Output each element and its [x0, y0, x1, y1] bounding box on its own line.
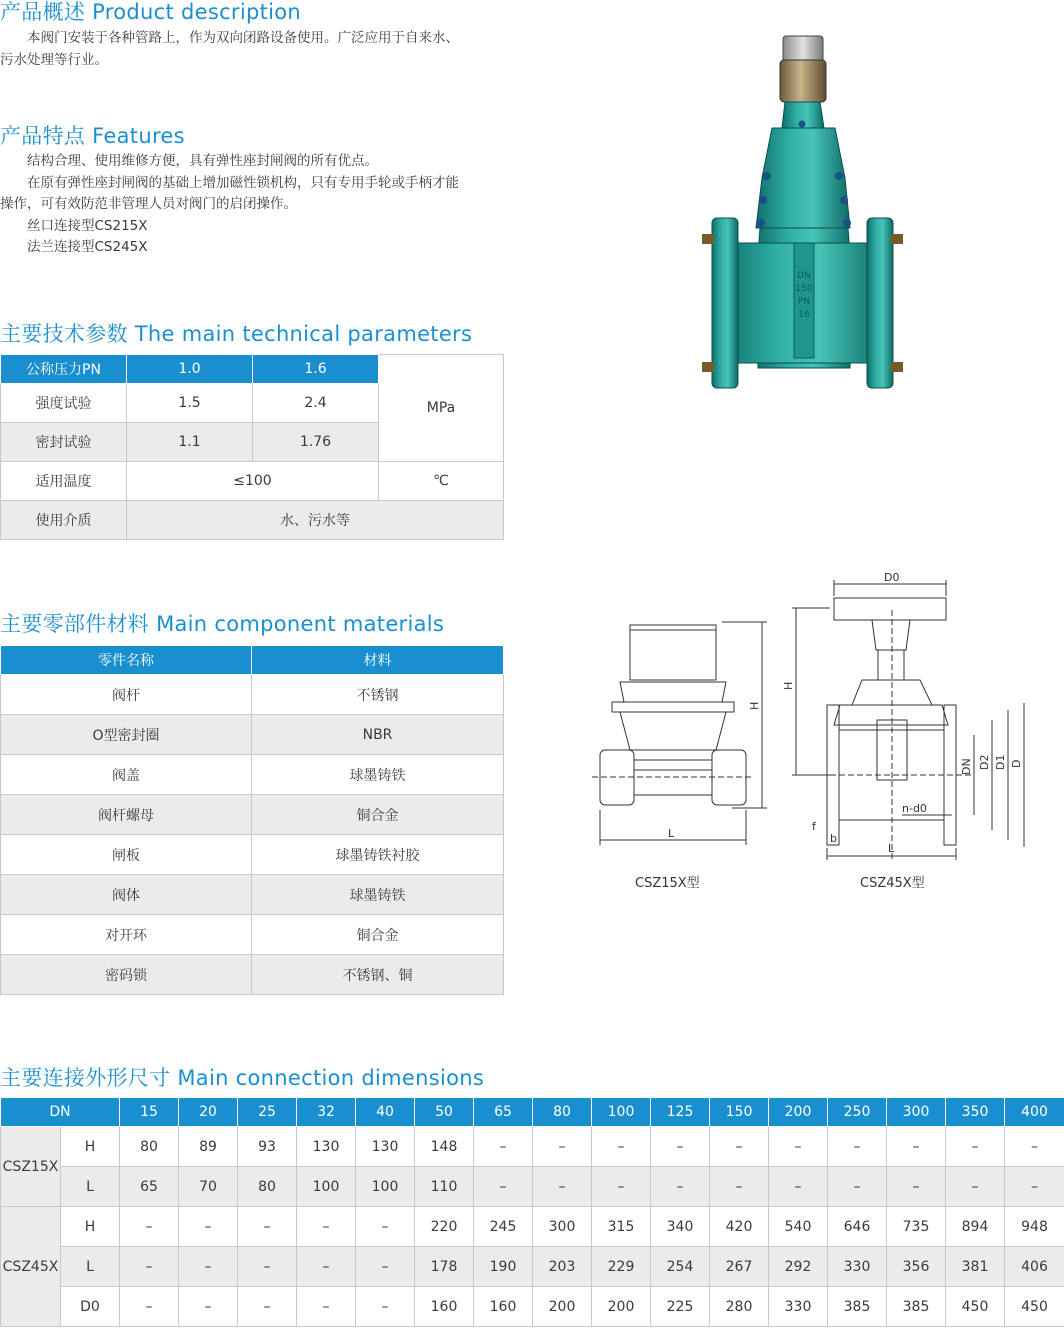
part-material: 铜合金	[252, 795, 504, 835]
strength-value: 2.4	[253, 384, 379, 423]
part-material: 铜合金	[252, 915, 504, 955]
dimension-value: 735	[887, 1207, 946, 1247]
dimension-value: –	[592, 1167, 651, 1207]
pn-value: 1.0	[127, 355, 253, 384]
dimension-value: 385	[828, 1287, 887, 1327]
dimension-value: 80	[120, 1127, 179, 1167]
dimension-value: –	[887, 1167, 946, 1207]
dimension-value: –	[238, 1247, 297, 1287]
part-name: 对开环	[1, 915, 252, 955]
param-label: H	[61, 1207, 120, 1247]
drawing-label-d1: D1	[994, 754, 1007, 770]
dn-value: 250	[828, 1098, 887, 1127]
dimension-value: –	[238, 1287, 297, 1327]
valve-photo	[690, 28, 915, 403]
dn-value: 25	[238, 1098, 297, 1127]
dimensions-table	[0, 1097, 1064, 1327]
dimension-value: –	[179, 1207, 238, 1247]
features-line: 法兰连接型CS245X	[27, 239, 148, 255]
dn-value: 150	[710, 1098, 769, 1127]
dn-value: 350	[946, 1098, 1005, 1127]
drawing-caption-left: CSZ15X型	[635, 876, 700, 891]
dimension-value: 450	[946, 1287, 1005, 1327]
dimension-value: 540	[769, 1207, 828, 1247]
drawing-label-d0: D0	[884, 571, 900, 584]
drawing-label-h: H	[782, 681, 795, 690]
drawing-label-nd0: n-d0	[902, 802, 927, 815]
dimension-value: –	[297, 1247, 356, 1287]
features-line: 操作，可有效防范非管理人员对阀门的启闭操作。	[0, 196, 297, 212]
dimension-value: –	[769, 1167, 828, 1207]
dimension-value: 225	[651, 1287, 710, 1327]
features-line: 丝口连接型CS215X	[27, 217, 148, 234]
dimension-value: 340	[651, 1207, 710, 1247]
pn-value: 1.6	[253, 355, 379, 384]
pn-label: 公称压力PN	[1, 355, 127, 384]
part-name: O型密封圈	[1, 715, 252, 755]
dimension-value: 130	[297, 1127, 356, 1167]
dimension-value: 292	[769, 1247, 828, 1287]
dn-value: 20	[179, 1098, 238, 1127]
param-label: H	[61, 1127, 120, 1167]
param-label: L	[61, 1167, 120, 1207]
dimension-value: 330	[769, 1287, 828, 1327]
part-name: 闸板	[1, 835, 252, 875]
dimension-value: –	[179, 1247, 238, 1287]
dimension-value: 160	[474, 1287, 533, 1327]
dimension-value: 203	[533, 1247, 592, 1287]
dimension-value: 200	[592, 1287, 651, 1327]
temp-value: ≤100	[127, 462, 379, 501]
dimension-value: 267	[710, 1247, 769, 1287]
dimensions-heading: 主要连接外形尺寸 Main connection dimensions	[0, 1066, 485, 1090]
dimension-value: 315	[592, 1207, 651, 1247]
dimension-value: 245	[474, 1207, 533, 1247]
temp-unit: ℃	[379, 462, 504, 501]
seal-label: 密封试验	[1, 423, 127, 462]
part-material: 球墨铸铁	[252, 755, 504, 795]
pressure-unit: MPa	[379, 355, 504, 462]
dimension-value: 894	[946, 1207, 1005, 1247]
description-text	[0, 28, 510, 71]
dn-value: 32	[297, 1098, 356, 1127]
drawing-label-b: b	[830, 832, 837, 845]
dn-value: 40	[356, 1098, 415, 1127]
dimension-value: 100	[297, 1167, 356, 1207]
dimension-value: 200	[533, 1287, 592, 1327]
part-name: 阀杆	[1, 675, 252, 715]
dimension-value: 70	[179, 1167, 238, 1207]
dimension-value: –	[1005, 1127, 1064, 1167]
dimension-value: 100	[356, 1167, 415, 1207]
features-heading: 产品特点 Features	[0, 124, 185, 148]
materials-table	[0, 645, 504, 995]
dimension-value: –	[238, 1207, 297, 1247]
dimension-value: 646	[828, 1207, 887, 1247]
dimension-value: –	[1005, 1167, 1064, 1207]
part-material: NBR	[252, 715, 504, 755]
valve-marking: 16	[798, 310, 810, 320]
part-name: 密码锁	[1, 955, 252, 995]
drawing-label-d2: D2	[978, 754, 991, 770]
part-material: 球墨铸铁衬胶	[252, 835, 504, 875]
seal-value: 1.1	[127, 423, 253, 462]
dimension-value: –	[474, 1127, 533, 1167]
dimension-value: –	[651, 1127, 710, 1167]
materials-col-part: 零件名称	[1, 646, 252, 675]
dimension-value: 330	[828, 1247, 887, 1287]
dimension-value: –	[651, 1167, 710, 1207]
dimension-value: –	[828, 1167, 887, 1207]
dn-value: 125	[651, 1098, 710, 1127]
dimension-value: 93	[238, 1127, 297, 1167]
dimension-value: 80	[238, 1167, 297, 1207]
dimension-value: –	[297, 1207, 356, 1247]
part-name: 阀体	[1, 875, 252, 915]
dimension-value: 229	[592, 1247, 651, 1287]
dimension-value: 356	[887, 1247, 946, 1287]
dimension-value: –	[946, 1167, 1005, 1207]
drawing-label-l: L	[668, 827, 675, 840]
model-csz15x: CSZ15X	[1, 1127, 61, 1207]
dimension-value: –	[710, 1167, 769, 1207]
dn-value: 50	[415, 1098, 474, 1127]
dimension-value: –	[297, 1287, 356, 1327]
dimension-value: 254	[651, 1247, 710, 1287]
part-name: 阀盖	[1, 755, 252, 795]
tech-table	[0, 354, 504, 540]
tech-heading: 主要技术参数 The main technical parameters	[0, 322, 473, 346]
dimension-value: –	[769, 1127, 828, 1167]
dimension-value: –	[179, 1287, 238, 1327]
temp-label: 适用温度	[1, 462, 127, 501]
dimension-value: –	[120, 1287, 179, 1327]
drawing-label-dn: DN	[960, 758, 973, 775]
features-line: 在原有弹性座封闸阀的基础上增加磁性锁机构，只有专用手轮或手柄才能	[27, 174, 459, 191]
dimension-value: 65	[120, 1167, 179, 1207]
dimension-value: 160	[415, 1287, 474, 1327]
dn-value: 65	[474, 1098, 533, 1127]
medium-label: 使用介质	[1, 501, 127, 540]
valve-marking: PN	[797, 297, 811, 307]
description-line: 污水处理等行业。	[0, 51, 108, 68]
dn-value: 300	[887, 1098, 946, 1127]
dimension-value: 130	[356, 1127, 415, 1167]
materials-heading: 主要零部件材料 Main component materials	[0, 612, 445, 636]
dimension-value: 220	[415, 1207, 474, 1247]
dimension-value: –	[533, 1167, 592, 1207]
part-material: 不锈钢	[252, 675, 504, 715]
dimension-value: 420	[710, 1207, 769, 1247]
dimension-value: 89	[179, 1127, 238, 1167]
dimension-value: 148	[415, 1127, 474, 1167]
param-label: L	[61, 1247, 120, 1287]
strength-label: 强度试验	[1, 384, 127, 423]
valve-marking: DN	[797, 271, 811, 281]
dimension-value: –	[592, 1127, 651, 1167]
dimension-value: –	[356, 1287, 415, 1327]
dimension-value: 280	[710, 1287, 769, 1327]
dimension-value: –	[887, 1127, 946, 1167]
dimension-value: 385	[887, 1287, 946, 1327]
dn-value: 15	[120, 1098, 179, 1127]
dimension-value: 178	[415, 1247, 474, 1287]
dn-value: 100	[592, 1098, 651, 1127]
dimension-value: –	[120, 1247, 179, 1287]
part-material: 球墨铸铁	[252, 875, 504, 915]
dimension-value: 381	[946, 1247, 1005, 1287]
part-name: 阀杆螺母	[1, 795, 252, 835]
param-label: D0	[61, 1287, 120, 1327]
dimension-value: 190	[474, 1247, 533, 1287]
dimension-value: 300	[533, 1207, 592, 1247]
dimension-value: 406	[1005, 1247, 1064, 1287]
dimension-value: 110	[415, 1167, 474, 1207]
strength-value: 1.5	[127, 384, 253, 423]
valve-marking: 150	[795, 284, 813, 294]
materials-col-material: 材料	[252, 646, 504, 675]
dimension-value: –	[710, 1127, 769, 1167]
drawing-label-l: L	[888, 842, 895, 855]
dimension-value: 450	[1005, 1287, 1064, 1327]
dimension-value: –	[946, 1127, 1005, 1167]
features-line: 结构合理、使用维修方便，具有弹性座封闸阀的所有优点。	[27, 153, 378, 169]
dimension-value: 948	[1005, 1207, 1064, 1247]
dimension-value: –	[120, 1207, 179, 1247]
description-line: 本阀门安装于各种管路上，作为双向闭路设备使用。广泛应用于自来水、	[27, 30, 459, 46]
drawing-label-d: D	[1010, 759, 1023, 768]
dimension-value: –	[356, 1247, 415, 1287]
dimension-value: –	[356, 1207, 415, 1247]
description-heading: 产品概述 Product description	[0, 0, 302, 24]
dn-label: DN	[1, 1098, 120, 1127]
model-csz45x: CSZ45X	[1, 1207, 61, 1327]
dimension-value: –	[474, 1167, 533, 1207]
dimension-value: –	[533, 1127, 592, 1167]
dn-value: 400	[1005, 1098, 1064, 1127]
drawing-caption-right: CSZ45X型	[860, 876, 925, 891]
dimension-value: –	[828, 1127, 887, 1167]
dn-value: 80	[533, 1098, 592, 1127]
features-text	[0, 151, 510, 259]
dn-value: 200	[769, 1098, 828, 1127]
drawing-label-h: H	[748, 701, 761, 710]
valve-drawing	[572, 570, 1042, 900]
part-material: 不锈钢、铜	[252, 955, 504, 995]
seal-value: 1.76	[253, 423, 379, 462]
medium-value: 水、污水等	[127, 501, 504, 540]
drawing-label-f: f	[812, 820, 816, 833]
